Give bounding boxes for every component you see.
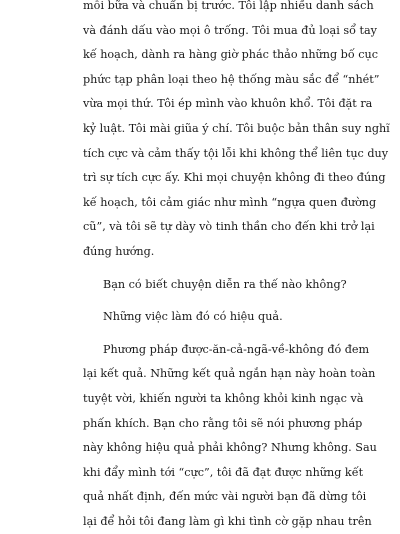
paragraph-gap <box>83 297 330 305</box>
text-line: Phương pháp được-ăn-cả-ngã-về-không đó đem <box>103 342 370 356</box>
text-line: này không hiệu quả phải không? Nhưng không. Sau <box>83 441 377 455</box>
paragraph <box>83 273 347 298</box>
text-line: kế hoạch, tôi cảm giác như mình “ngựa quen đường <box>83 195 377 209</box>
text-line: kế hoạch, dành ra hàng giờ phác thảo những bố cục <box>83 48 378 62</box>
text-line: lại kết quả. Những kết quả ngắn hạn này hoàn toàn <box>83 367 376 381</box>
paragraph-gap <box>83 330 330 338</box>
text-line: khi đẩy mình tới “cực”, tôi đã đạt được những kết <box>83 465 364 479</box>
text-line: vừa mọi thứ. Tôi ép mình vào khuôn khổ. Tôi đặt ra <box>83 97 373 111</box>
text-line: Bạn có biết chuyện diễn ra thế nào không? <box>103 277 347 291</box>
text-line: phức tạp phân loại theo hệ thống màu sắc để “nhét” <box>83 72 380 86</box>
text-line: Những việc làm đó có hiệu quả. <box>103 310 283 324</box>
text-line: cũ”, và tôi sẽ tự dày vò tinh thần cho đến khi trở lại <box>83 220 375 234</box>
paragraph-gap <box>83 265 330 273</box>
paragraph <box>83 0 390 265</box>
text-line: lại để hỏi tôi đang làm gì khi tình cờ gặp nhau trên <box>83 514 372 528</box>
text-line: quả nhất định, đến mức vài người bạn đã dừng tôi <box>83 490 367 504</box>
text-line: mỗi bữa và chuẩn bị trước. Tôi lập nhiều danh sách <box>83 0 374 12</box>
text-line: đúng hướng. <box>83 244 155 258</box>
text-line: tích cực và cảm thấy tội lỗi khi không thể liên tục duy <box>83 146 389 160</box>
text-line: kỷ luật. Tôi mài giũa ý chí. Tôi buộc bản thân suy nghĩ <box>83 121 390 135</box>
text-line: và đánh dấu vào mọi ô trống. Tôi mua đủ loại sổ tay <box>83 23 377 37</box>
text-line: phấn khích. Bạn cho rằng tôi sẽ nói phương pháp <box>83 416 363 430</box>
body-text <box>83 0 390 534</box>
text-line: tuyệt vời, khiến người ta không khỏi kinh ngạc và <box>83 391 364 405</box>
paragraph <box>83 305 330 330</box>
paragraph <box>83 338 377 534</box>
text-line: trì sự tích cực ấy. Khi mọi chuyện không đi theo đúng <box>83 171 386 185</box>
